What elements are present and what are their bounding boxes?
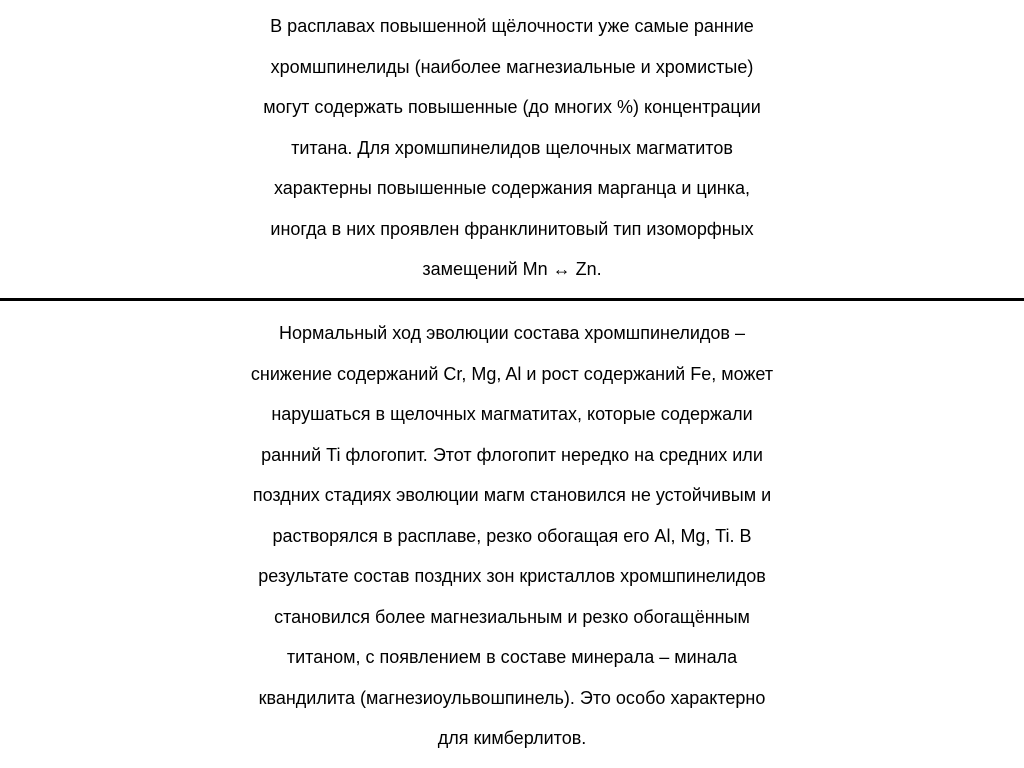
- text-line: квандилита (магнезиоульвошпинель). Это особо характерно: [258, 687, 766, 708]
- text-line: результате состав поздних зон кристаллов хромшпинелидов: [258, 566, 766, 586]
- text-line: Нормальный ход эволюции состава хромшпинелидов –: [279, 323, 745, 343]
- text-line: для кимберлитов.: [437, 728, 587, 748]
- text-line: титана. Для хромшпинелидов щелочных магматитов: [291, 137, 733, 158]
- text-line: характерны повышенные содержания марганца и цинка,: [273, 178, 750, 198]
- text-line: снижение содержаний Cr, Mg, Al и рост содержаний Fe, может: [250, 363, 774, 384]
- text-line: нарушаться в щелочных магматитах, которые содержали: [271, 404, 753, 424]
- text-line: ранний Ti флогопит. Этот флогопит нередко на средних или: [261, 444, 763, 465]
- text-line: растворялся в расплаве, резко обогащая его Al, Mg, Ti. В: [272, 525, 752, 546]
- text-line: титаном, с появлением в составе минерала – минала: [286, 647, 738, 667]
- text-line: поздних стадиях эволюции магм становился не устойчивым и: [252, 485, 772, 505]
- text-line: могут содержать повышенные (до многих %) концентрации: [263, 97, 761, 117]
- paragraph-alkaline-melts: [0, 6, 1024, 290]
- text-line: становился более магнезиальным и резко обогащённым: [274, 606, 750, 627]
- text-line: В расплавах повышенной щёлочности уже самые ранние: [270, 16, 754, 36]
- paragraph-evolution: [0, 313, 1024, 759]
- text-line: замещений Mn ↔ Zn.: [422, 259, 602, 279]
- text-line: хромшпинелиды (наиболее магнезиальные и хромистые): [270, 56, 754, 77]
- section-divider: [0, 298, 1024, 301]
- text-line: иногда в них проявлен франклинитовый тип изоморфных: [270, 218, 754, 239]
